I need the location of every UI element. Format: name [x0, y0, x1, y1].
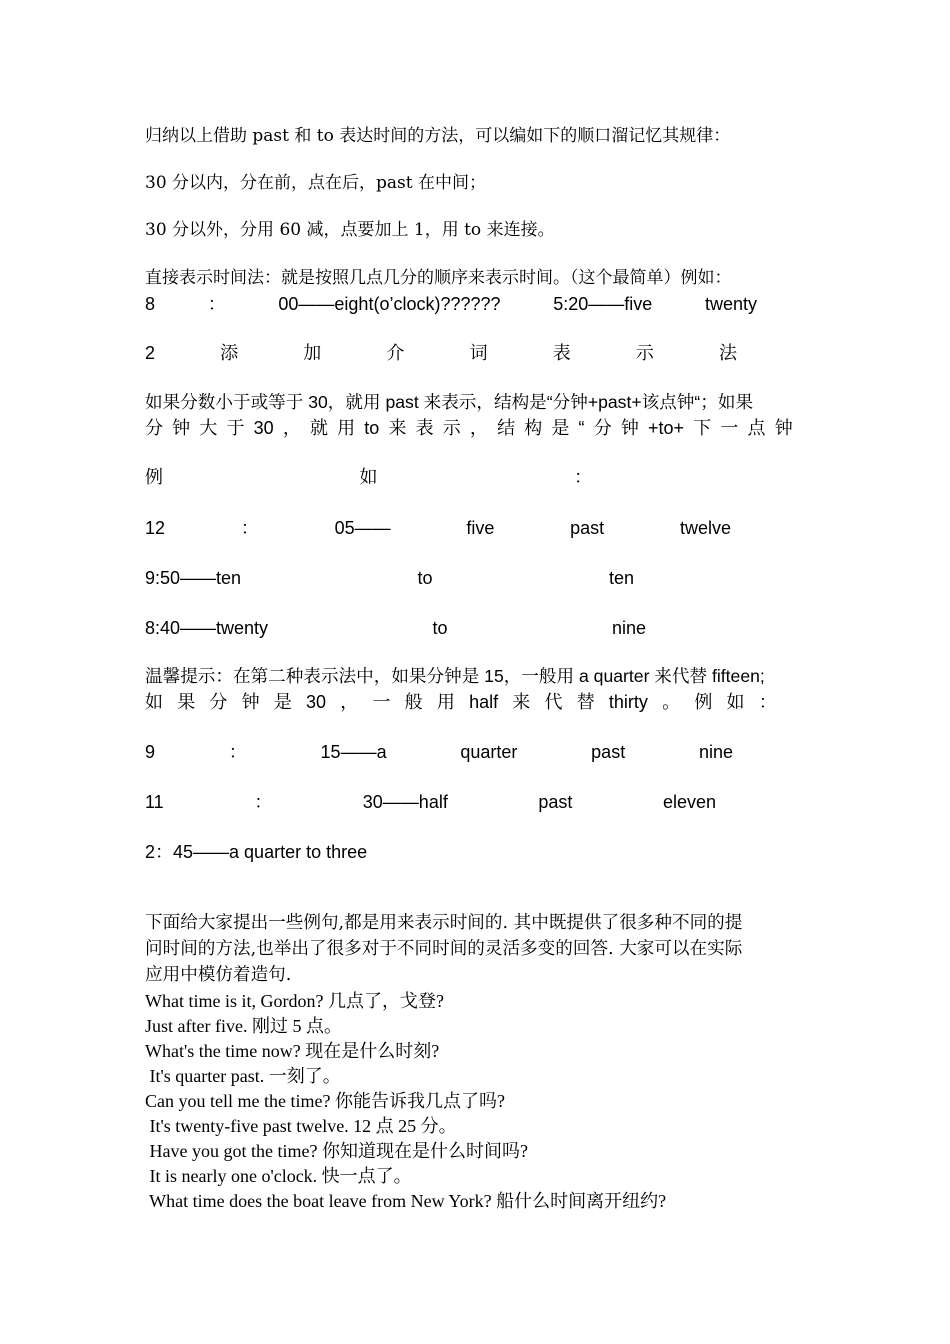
- rule-token: ，: [282, 418, 301, 438]
- tip-example-1: [145, 743, 733, 761]
- sentence-3: What's the time now? 现在是什么时刻?: [145, 1041, 440, 1061]
- example-token: past: [538, 792, 573, 812]
- sentences-intro-line-3: 应用中模仿着造句.: [145, 965, 292, 985]
- rule-token: 30: [253, 418, 274, 438]
- example-token: ：: [240, 518, 259, 538]
- tip-line-1: 温馨提示：在第二种表示法中，如果分钟是 15，一般用 a quarter 来代替 fifteen;: [145, 666, 765, 686]
- example-token: 00——eight(o’clock)??????: [278, 294, 501, 314]
- tip-token: 果: [177, 692, 196, 712]
- example-token: 12: [145, 518, 166, 538]
- tip-token: 是: [273, 692, 292, 712]
- rule-token: 来: [388, 418, 407, 438]
- example-token: 05——: [334, 518, 391, 538]
- rule-token: 构: [524, 418, 543, 438]
- tip-token: ：: [758, 692, 777, 712]
- method2-rule-line-2: [145, 419, 793, 437]
- example-token: 8: [145, 294, 156, 314]
- tip-token: thirty: [608, 692, 648, 712]
- example-token: twelve: [679, 518, 731, 538]
- heading-char: 词: [469, 343, 488, 363]
- method2-example-3: [145, 619, 646, 637]
- method1-intro: 直接表示时间法：就是按照几点几分的顺序来表示时间。（这个最简单）例如：: [145, 268, 732, 288]
- tip-token: half: [469, 692, 499, 712]
- tip-token: 一: [372, 692, 391, 712]
- sentence-7: Have you got the time? 你知道现在是什么时间吗?: [145, 1141, 528, 1161]
- heading-char: 表: [552, 343, 571, 363]
- tip-token: ，: [340, 692, 359, 712]
- rule-token: 表: [415, 418, 434, 438]
- method2-example-2: [145, 569, 634, 587]
- tip-example-3: 2：45——a quarter to three: [145, 842, 368, 862]
- sentence-2: Just after five. 刚过 5 点。: [145, 1016, 342, 1036]
- example-token: ten: [608, 568, 634, 588]
- heading-char: 介: [386, 343, 405, 363]
- rule-token: “: [578, 418, 585, 438]
- sentence-8: It is nearly one o'clock. 快一点了。: [145, 1166, 412, 1186]
- method2-rule-line-1: 如果分数小于或等于 30，就用 past 来表示，结构是“分钟+past+该点钟“；如果: [145, 392, 754, 412]
- example-token: 11: [145, 792, 164, 812]
- rule-token: 分: [593, 418, 612, 438]
- sentence-1: What time is it, Gordon? 几点了，戈登?: [145, 991, 444, 1011]
- example-token: ：: [228, 742, 247, 762]
- example-token: 9: [145, 742, 156, 762]
- method2-example-1: [145, 519, 731, 537]
- heading-char: 加: [303, 343, 322, 363]
- example-token: past: [570, 518, 605, 538]
- rule-token: 是: [551, 418, 570, 438]
- tip-token: 分: [209, 692, 228, 712]
- rule-token: 钟: [774, 418, 793, 438]
- method2-heading: [145, 344, 737, 362]
- rule-token: +to+: [648, 418, 685, 438]
- tip-token: 般: [404, 692, 423, 712]
- label-char: ：: [574, 467, 592, 487]
- sentence-5: Can you tell me the time? 你能告诉我几点了吗?: [145, 1091, 505, 1111]
- rule-token: 大: [199, 418, 218, 438]
- example-token: eleven: [662, 792, 716, 812]
- rule-token: 下: [693, 418, 712, 438]
- example-token: 9:50——ten: [145, 568, 242, 588]
- example-token: ：: [207, 294, 226, 314]
- label-char: 如: [359, 467, 378, 487]
- method2-example-label: [145, 468, 592, 486]
- tip-token: 如: [145, 692, 163, 712]
- tip-token: 来: [512, 692, 531, 712]
- rhyme-line-3: 30 分以外，分用 60 减，点要加上 1，用 to 来连接。: [145, 220, 555, 240]
- sentence-6: It's twenty-five past twelve. 12 点 25 分。: [145, 1116, 457, 1136]
- tip-example-2: [145, 793, 716, 811]
- rule-token: 就: [309, 418, 328, 438]
- tip-token: 30: [306, 692, 327, 712]
- rule-token: 于: [226, 418, 245, 438]
- example-token: ：: [254, 792, 273, 812]
- rule-token: to: [364, 418, 380, 438]
- rule-token: 一: [720, 418, 739, 438]
- rule-token: 示: [442, 418, 461, 438]
- example-token: five: [466, 518, 495, 538]
- rule-token: 钟: [172, 418, 191, 438]
- sentences-intro-line-2: 问时间的方法,也举出了很多对于不同时间的灵活多变的回答. 大家可以在实际: [145, 939, 743, 959]
- tip-token: 用: [436, 692, 455, 712]
- sentence-4: It's quarter past. 一刻了。: [145, 1066, 341, 1086]
- example-token: 5:20——five: [553, 294, 653, 314]
- tip-token: 替: [576, 692, 595, 712]
- rhyme-line-1: 归纳以上借助 past 和 to 表达时间的方法，可以编如下的顺口溜记忆其规律：: [145, 126, 731, 146]
- method1-example: [145, 295, 757, 313]
- rule-token: 点: [747, 418, 766, 438]
- example-token: nine: [611, 618, 646, 638]
- example-token: twenty: [704, 294, 757, 314]
- example-token: to: [432, 618, 448, 638]
- heading-char: 2: [145, 343, 156, 363]
- rhyme-line-2: 30 分以内，分在前，点在后，past 在中间；: [145, 173, 487, 193]
- tip-token: 如: [726, 692, 745, 712]
- tip-token: 。: [662, 692, 681, 712]
- rule-token: 用: [337, 418, 356, 438]
- example-token: to: [417, 568, 433, 588]
- example-token: past: [591, 742, 626, 762]
- heading-char: 添: [220, 343, 239, 363]
- rule-token: ，: [469, 418, 488, 438]
- tip-line-2: [145, 693, 777, 711]
- tip-token: 例: [694, 692, 713, 712]
- heading-char: 法: [719, 343, 737, 363]
- rule-token: 钟: [620, 418, 639, 438]
- sentence-9: What time does the boat leave from New York? 船什么时间离开纽约?: [145, 1191, 667, 1211]
- example-token: 30——half: [362, 792, 448, 812]
- rule-token: 结: [497, 418, 516, 438]
- example-token: nine: [698, 742, 733, 762]
- sentences-intro-line-1: 下面给大家提出一些例句,都是用来表示时间的. 其中既提供了很多种不同的提: [145, 913, 743, 933]
- label-char: 例: [145, 467, 163, 487]
- tip-token: 钟: [241, 692, 260, 712]
- example-token: 8:40——twenty: [145, 618, 269, 638]
- heading-char: 示: [635, 343, 654, 363]
- example-token: quarter: [460, 742, 518, 762]
- example-token: 15——a: [320, 742, 387, 762]
- rule-token: 分: [145, 418, 163, 438]
- tip-token: 代: [544, 692, 563, 712]
